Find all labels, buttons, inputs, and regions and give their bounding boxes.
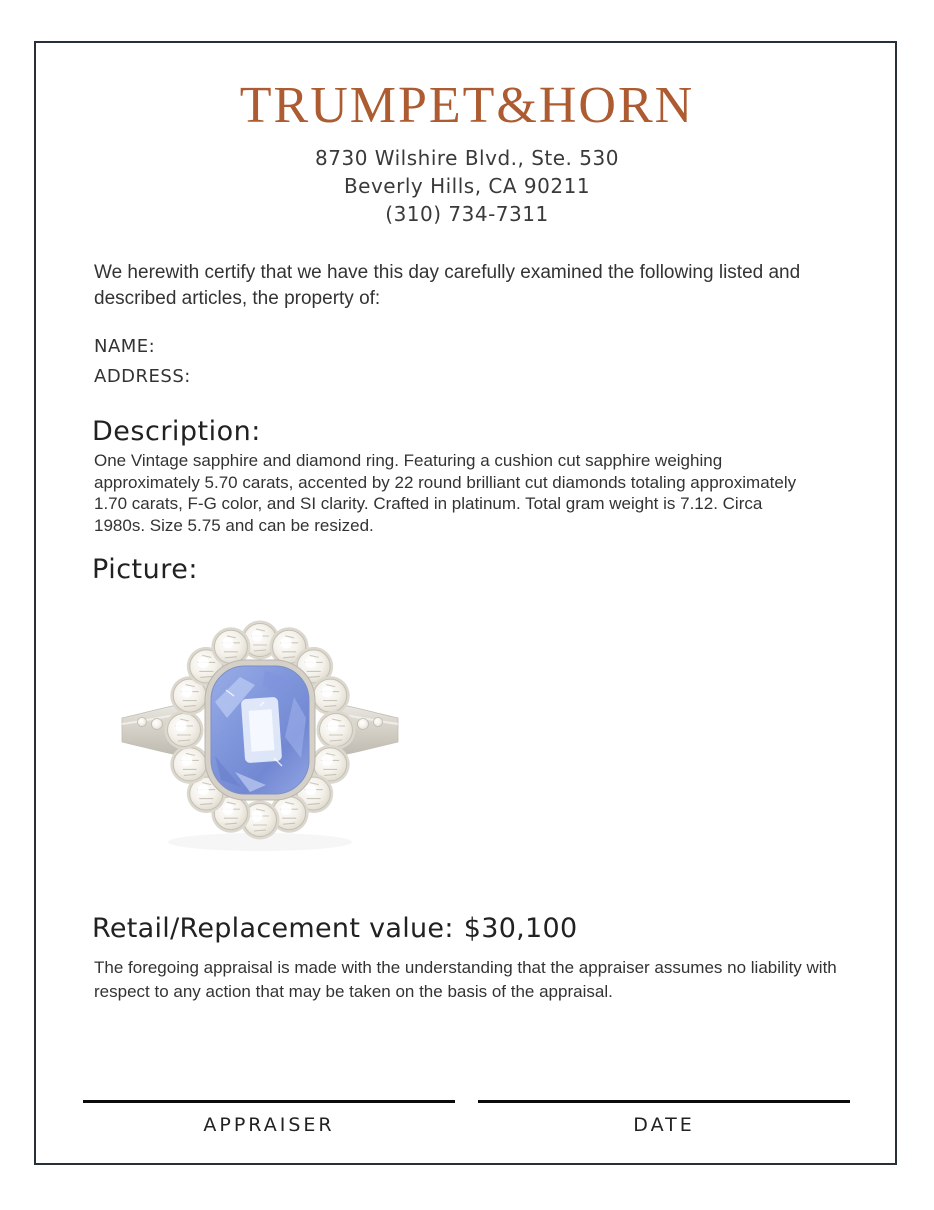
company-street: 8730 Wilshire Blvd., Ste. 530 bbox=[315, 146, 619, 170]
address-row bbox=[94, 366, 191, 387]
company-logo: TRUMPET&HORN bbox=[239, 77, 695, 134]
name-row bbox=[94, 336, 155, 357]
company-address-block bbox=[0, 144, 934, 228]
valuation-label: Retail/Replacement value: bbox=[92, 913, 454, 944]
valuation-amount: $30,100 bbox=[463, 913, 578, 944]
appraiser-label: APPRAISER bbox=[203, 1114, 335, 1136]
address-label: ADDRESS: bbox=[94, 366, 191, 387]
appraiser-signature-line bbox=[83, 1100, 455, 1103]
sapphire-stone bbox=[205, 660, 315, 800]
valuation-line bbox=[92, 913, 578, 944]
certification-statement: We herewith certify that we have this day carefully examined the following listed and described articles, the property of: bbox=[94, 262, 801, 309]
disclaimer-text: The foregoing appraisal is made with the understanding that the appraiser assumes no liability with respect to any action that may be taken on the basis of the appraisal. bbox=[94, 958, 837, 1001]
company-city: Beverly Hills, CA 90211 bbox=[343, 174, 591, 198]
ring-illustration bbox=[114, 606, 406, 864]
picture-heading: Picture: bbox=[92, 554, 198, 585]
date-label: DATE bbox=[633, 1114, 695, 1136]
description-heading: Description: bbox=[92, 416, 261, 447]
ring-photo bbox=[114, 606, 406, 864]
date-signature-line bbox=[478, 1100, 850, 1103]
name-label: NAME: bbox=[94, 336, 156, 357]
company-phone: (310) 734-7311 bbox=[385, 202, 549, 226]
description-body: One Vintage sapphire and diamond ring. Featuring a cushion cut sapphire weighing approximately 5.70 carats, accented by 22 round brilliant cut diamonds totaling approximately 1.70 carats, F-G color, and SI clarity. Crafted in platinum. Total gram weight is 7.12. Circa 1980s. Size 5.75 and can be resized. bbox=[94, 451, 797, 535]
